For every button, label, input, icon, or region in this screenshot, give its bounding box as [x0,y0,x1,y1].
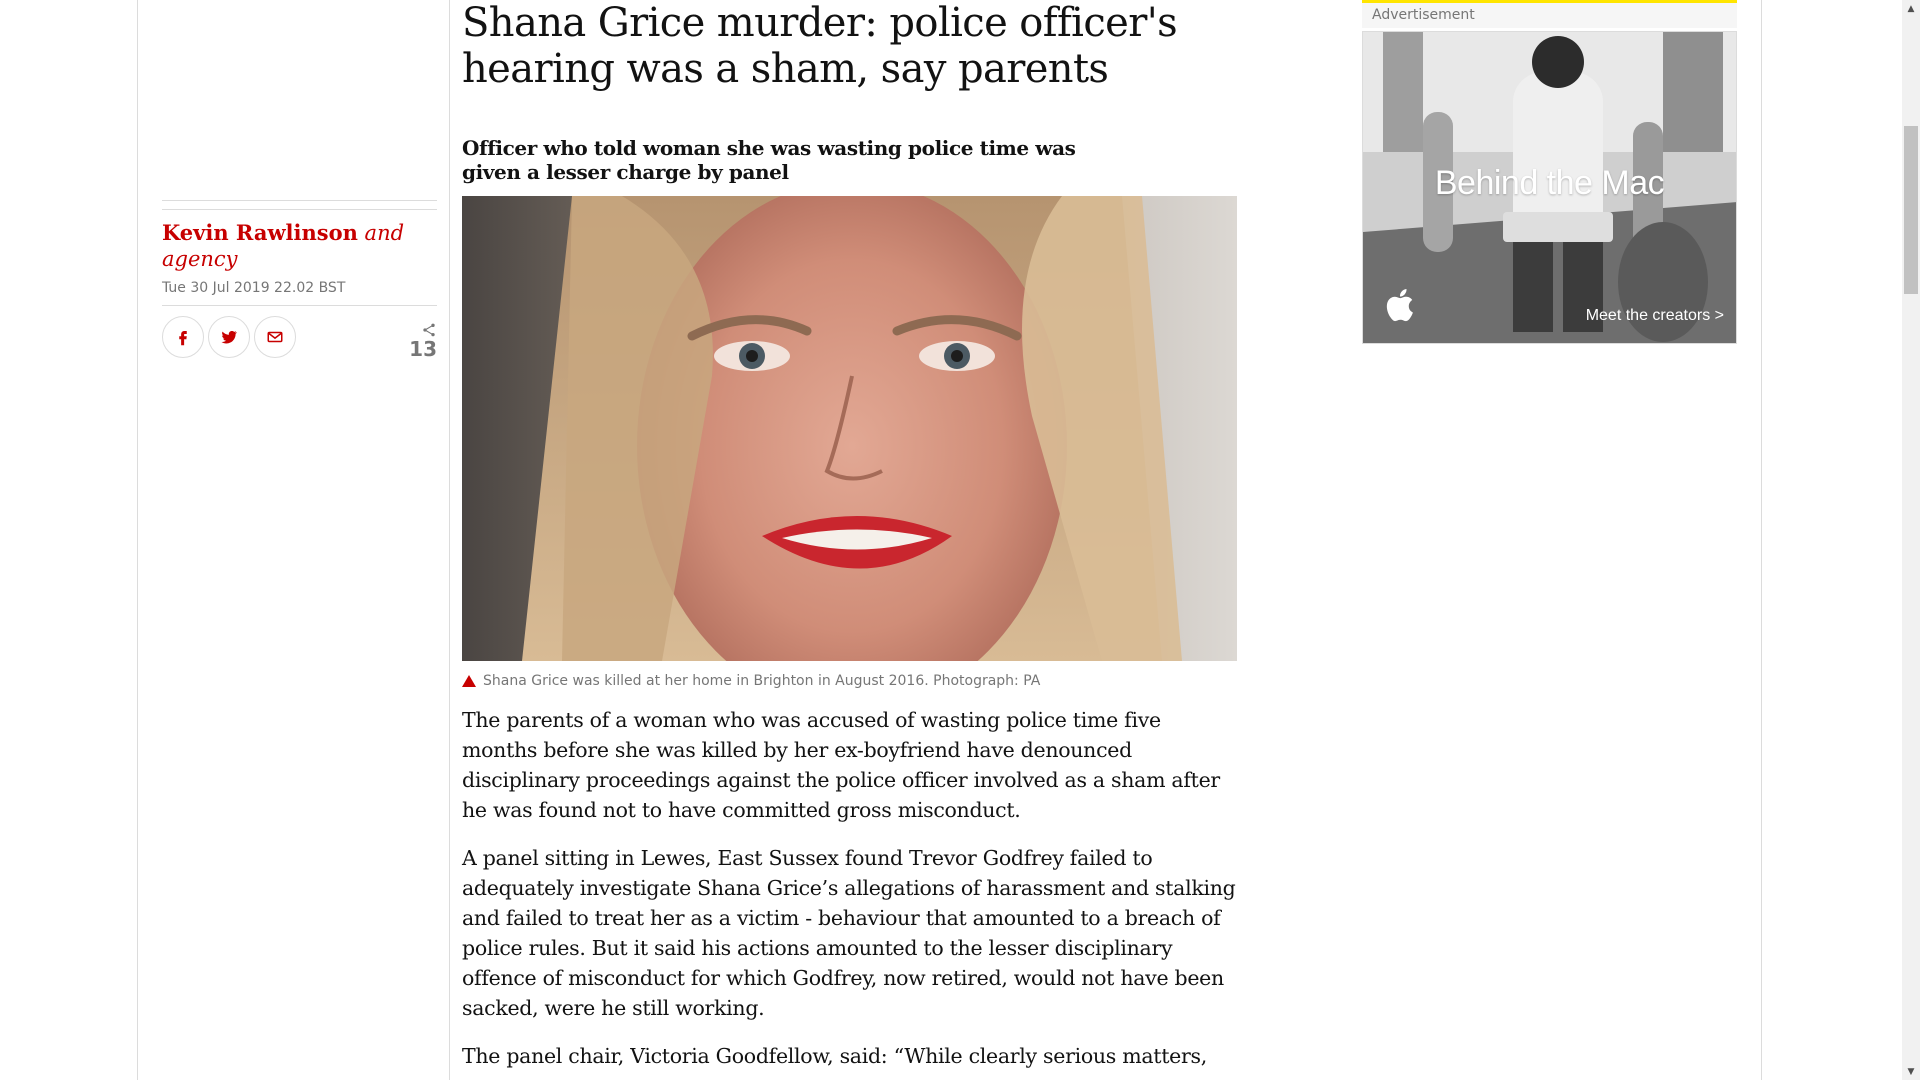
page-scrollbar[interactable] [1902,0,1920,1080]
headline: Shana Grice murder: police officer's hearing was a sham, say parents [462,0,1178,92]
advertisement-banner[interactable] [1362,31,1737,344]
ad-title: Behind the Mac [1434,164,1665,202]
article [462,0,1237,1071]
share-count [409,322,437,360]
paragraph: A panel sitting in Lewes, East Sussex found Trevor Godfrey failed to adequately investigate Shana Grice’s allegations of harassment and stalking and failed to treat her as a victim - behaviour that amounted to a breach of police rules. But it said his actions amounted to the lesser disciplinary offence of misconduct for which Godfrey, now retired, would not have been sacked, were he still working. [462,846,1236,1020]
email-share-button[interactable] [254,316,296,358]
article-body [462,705,1237,1071]
twitter-icon [220,328,238,346]
meta-rule [162,200,437,210]
advertisement-label: Advertisement [1362,0,1737,28]
byline [162,220,437,272]
apple-logo-icon [1383,287,1415,323]
twitter-share-button[interactable] [208,316,250,358]
paragraph: The panel chair, Victoria Goodfellow, said: “While clearly serious matters, [462,1044,1207,1068]
publish-date: Tue 30 Jul 2019 22.02 BST [162,280,437,306]
scrollbar-thumb[interactable] [1904,126,1918,294]
image-caption [462,673,1237,689]
share-row [162,316,437,360]
facebook-share-button[interactable] [162,316,204,358]
main-image[interactable] [462,196,1237,661]
share-icon [421,322,437,338]
portrait-photo [462,196,1237,661]
caption-triangle-icon [462,675,476,687]
ad-cta-link[interactable]: Meet the creators > [1585,307,1724,324]
scroll-down-arrow-icon[interactable]: ▼ [1907,1066,1915,1077]
author-link[interactable]: Kevin Rawlinson [162,220,358,245]
byline-and: and agency [162,221,405,271]
standfirst: Officer who told woman she was wasting police time was given a lesser charge by panel [462,136,1076,184]
facebook-icon [174,328,192,346]
caption-text: Shana Grice was killed at her home in Brighton in August 2016. Photograph: PA [483,673,1041,689]
scroll-up-arrow-icon[interactable]: ▲ [1907,3,1915,14]
share-count-number: 13 [409,337,437,361]
article-meta [162,200,437,360]
email-icon [266,328,284,346]
column-divider [449,0,450,1080]
paragraph: The parents of a woman who was accused of wasting police time five months before she was killed by her ex-boyfriend have denounced disciplinary proceedings against the police officer involved as a sham after he was found not to have committed gross misconduct. [462,708,1220,822]
